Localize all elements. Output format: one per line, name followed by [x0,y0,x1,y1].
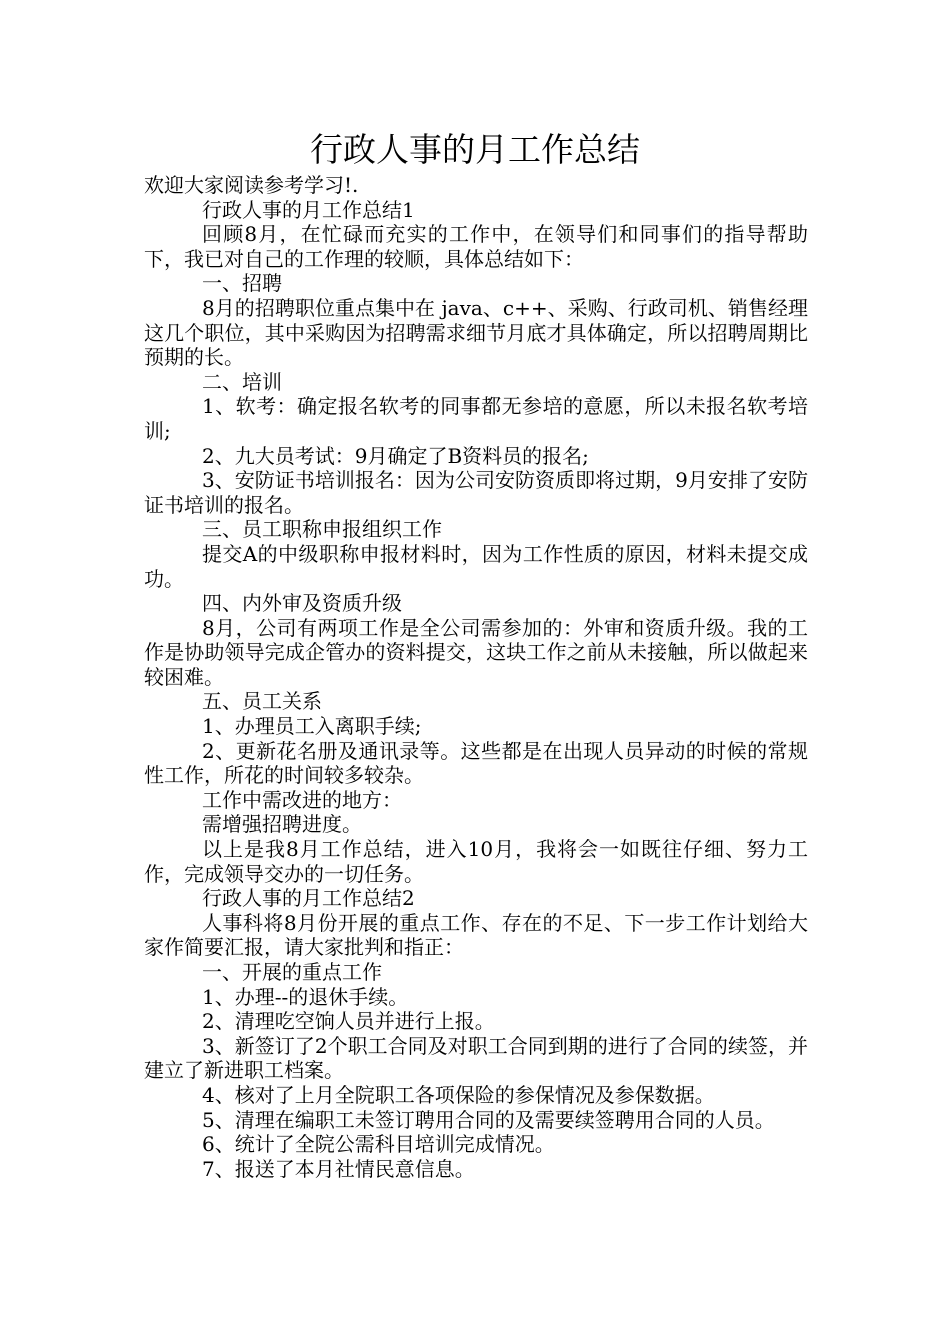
paragraph: 人事科将8月份开展的重点工作、存在的不足、下一步工作计划给大家作简要汇报，请大家批判和指正： [144,910,808,960]
subheading: 五、员工关系 [202,689,322,714]
list-item: 3、新签订了2个职工合同及对职工合同到期的进行了合同的续签，并建立了新进职工档案。 [144,1033,808,1083]
list-item: 3、安防证书培训报名：因为公司安防资质即将过期，9月安排了安防证书培训的报名。 [144,468,808,517]
list-item: 5、清理在编职工未签订聘用合同的及需要续签聘用合同的人员。 [202,1107,775,1132]
list-item: 2、更新花名册及通讯录等。这些都是在出现人员异动的时候的常规性工作，所花的时间较多较杂。 [144,738,808,788]
list-item: 1、办理--的退休手续。 [202,984,409,1009]
paragraph: 以上是我8月工作总结，进入10月，我将会一如既往仔细、努力工作，完成领导交办的一切任务。 [144,837,808,886]
intro-line: 欢迎大家阅读参考学习!. [144,173,359,197]
subheading: 一、开展的重点工作 [202,960,382,984]
list-item: 4、核对了上月全院职工各项保险的参保情况及参保数据。 [202,1082,715,1107]
subheading: 二、培训 [202,369,282,394]
paragraph: 8月，公司有两项工作是全公司需参加的：外审和资质升级。我的工作是协助领导完成企管办的资料提交，这块工作之前从未接触，所以做起来较困难。 [144,615,808,689]
paragraph: 回顾8月，在忙碌而充实的工作中，在领导们和同事们的指导帮助下，我已对自己的工作理的较顺，具体总结如下： [144,222,808,271]
paragraph: 8月的招聘职位重点集中在 java、c++、采购、行政司机、销售经理这几个职位，其中采购因为招聘需求细节月底才具体确定，所以招聘周期比预期的长。 [144,295,808,370]
section-heading: 行政人事的月工作总结2 [202,886,415,911]
list-item: 1、办理员工入离职手续; [202,714,422,739]
paragraph: 工作中需改进的地方： [202,787,402,812]
list-item: 1、软考：确定报名软考的同事都无参培的意愿，所以未报名软考培训; [144,394,808,443]
paragraph: 提交A的中级职称申报材料时，因为工作性质的原因，材料未提交成功。 [144,541,808,591]
paragraph: 需增强招聘进度。 [202,812,362,837]
subheading: 三、员工职称申报组织工作 [202,517,442,542]
subheading: 四、内外审及资质升级 [202,591,402,616]
list-item: 2、九大员考试：9月确定了B资料员的报名; [202,443,589,468]
section-heading: 行政人事的月工作总结1 [202,197,415,222]
document-title: 行政人事的月工作总结 [310,130,640,169]
list-item: 2、清理吃空饷人员并进行上报。 [202,1009,495,1034]
subheading: 一、招聘 [202,271,282,296]
list-item: 6、统计了全院公需科目培训完成情况。 [202,1132,555,1157]
document-body [144,173,808,1181]
list-item: 7、报送了本月社情民意信息。 [202,1156,475,1181]
